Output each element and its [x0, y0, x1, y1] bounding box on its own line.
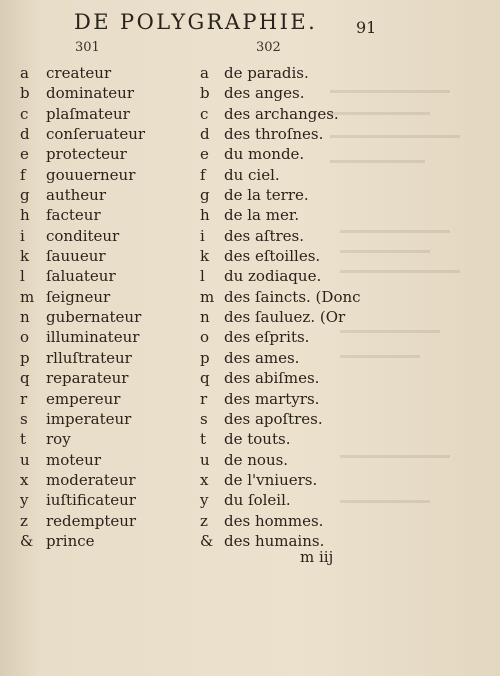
table-row: [0, 165, 500, 185]
row-letter-right: z: [200, 511, 208, 530]
row-letter-left: p: [20, 348, 30, 367]
running-head: DE POLYGRAPHIE.: [74, 10, 318, 34]
row-letter-left: f: [20, 165, 26, 184]
row-letter-right: g: [200, 186, 210, 205]
row-letter-right: &: [200, 531, 214, 550]
row-word-left: conditeur: [46, 226, 120, 245]
row-letter-left: i: [20, 226, 25, 245]
row-word-right: des abiſmes.: [224, 369, 320, 388]
table-row: [0, 83, 500, 103]
row-word-left: gouuerneur: [46, 165, 136, 184]
row-word-left: ſeigneur: [46, 287, 111, 306]
row-letter-left: g: [20, 186, 30, 205]
row-letter-right: h: [200, 206, 210, 225]
row-word-right: des ſaincts. (Donc: [224, 287, 361, 306]
row-letter-left: z: [20, 511, 28, 530]
row-letter-left: c: [20, 104, 29, 123]
row-word-left: plaſmateur: [46, 104, 130, 123]
row-word-right: des archanges.: [224, 104, 339, 123]
row-word-right: de la terre.: [224, 186, 309, 205]
row-word-right: des martyrs.: [224, 389, 320, 408]
row-letter-right: s: [200, 409, 208, 428]
row-word-left: imperateur: [46, 409, 132, 428]
table-row: [0, 124, 500, 144]
row-word-left: illuminateur: [46, 328, 140, 347]
row-letter-left: y: [20, 491, 29, 510]
row-word-left: empereur: [46, 389, 121, 408]
row-letter-right: i: [200, 226, 205, 245]
table-row: [0, 205, 500, 225]
row-letter-right: m: [200, 287, 215, 306]
row-word-left: rlluſtrateur: [46, 348, 132, 367]
table-row: [0, 266, 500, 286]
row-word-right: de la mer.: [224, 206, 300, 225]
row-letter-left: x: [20, 470, 29, 489]
row-letter-right: t: [200, 430, 207, 449]
row-letter-left: h: [20, 206, 30, 225]
table-row: [0, 429, 500, 449]
row-letter-left: k: [20, 247, 30, 266]
row-word-right: du monde.: [224, 145, 305, 164]
row-word-left: autheur: [46, 186, 106, 205]
row-word-right: de nous.: [224, 450, 289, 469]
table-row: [0, 246, 500, 266]
column-number-left: 301: [75, 40, 100, 55]
page-number: 91: [356, 18, 377, 37]
table-row: [0, 409, 500, 429]
row-letter-left: e: [20, 145, 29, 164]
row-letter-right: q: [200, 369, 210, 388]
table-row: [0, 368, 500, 388]
table-row: [0, 63, 500, 83]
table-row: [0, 327, 500, 347]
row-word-left: iuſtificateur: [46, 491, 136, 510]
row-word-right: des anges.: [224, 84, 305, 103]
row-letter-left: u: [20, 450, 30, 469]
table-row: [0, 511, 500, 531]
table-row: [0, 531, 500, 551]
row-word-right: du ſoleil.: [224, 491, 291, 510]
row-letter-left: a: [20, 64, 29, 82]
row-word-right: de paradis.: [224, 64, 309, 82]
row-word-right: des aſtres.: [224, 226, 304, 245]
row-letter-right: n: [200, 308, 210, 327]
row-letter-right: a: [200, 64, 209, 82]
row-letter-right: c: [200, 104, 209, 123]
table-row: [0, 104, 500, 124]
row-word-left: gubernateur: [46, 308, 142, 327]
row-word-right: des eſtoilles.: [224, 247, 321, 266]
row-word-left: ſaluateur: [46, 267, 116, 286]
row-letter-right: b: [200, 84, 210, 103]
row-letter-left: r: [20, 389, 28, 408]
row-word-left: prince: [46, 531, 95, 550]
row-letter-left: b: [20, 84, 30, 103]
row-word-left: reparateur: [46, 369, 129, 388]
row-letter-right: r: [200, 389, 208, 408]
row-letter-right: e: [200, 145, 209, 164]
row-word-right: des apoſtres.: [224, 409, 323, 428]
row-letter-right: x: [200, 470, 209, 489]
row-word-left: protecteur: [46, 145, 127, 164]
row-word-left: conſeruateur: [46, 125, 146, 144]
row-letter-left: &: [20, 531, 34, 550]
row-word-left: createur: [46, 64, 112, 82]
row-letter-right: p: [200, 348, 210, 367]
row-word-right: des eſprits.: [224, 328, 310, 347]
row-word-left: roy: [46, 430, 71, 449]
row-word-right: des ſauluez. (Or: [224, 308, 346, 327]
row-letter-left: l: [20, 267, 25, 286]
table-row: [0, 470, 500, 490]
row-word-right: de l'vniuers.: [224, 470, 318, 489]
signature-mark: m iij: [300, 548, 334, 566]
table-row: [0, 490, 500, 510]
row-letter-right: u: [200, 450, 210, 469]
table-row: [0, 185, 500, 205]
row-word-right: du ciel.: [224, 165, 280, 184]
row-word-left: dominateur: [46, 84, 134, 103]
table-row: [0, 144, 500, 164]
table-row: [0, 450, 500, 470]
table-row: [0, 389, 500, 409]
row-letter-left: o: [20, 328, 30, 347]
row-letter-right: f: [200, 165, 206, 184]
row-word-right: du zodiaque.: [224, 267, 322, 286]
row-letter-right: d: [200, 125, 210, 144]
row-letter-left: t: [20, 430, 27, 449]
table-row: [0, 348, 500, 368]
row-word-left: moderateur: [46, 470, 136, 489]
row-word-right: des humains.: [224, 531, 325, 550]
row-word-left: redempteur: [46, 511, 137, 530]
row-letter-left: s: [20, 409, 28, 428]
row-word-left: moteur: [46, 450, 101, 469]
table-row: [0, 287, 500, 307]
row-letter-right: k: [200, 247, 210, 266]
cipher-table: [0, 63, 500, 551]
row-word-right: des hommes.: [224, 511, 324, 530]
row-letter-right: l: [200, 267, 205, 286]
row-letter-left: d: [20, 125, 30, 144]
row-letter-right: o: [200, 328, 210, 347]
row-letter-left: n: [20, 308, 30, 327]
column-number-right: 302: [256, 40, 281, 55]
row-letter-right: y: [200, 491, 209, 510]
row-letter-left: q: [20, 369, 30, 388]
row-word-right: des throſnes.: [224, 125, 324, 144]
table-row: [0, 226, 500, 246]
row-word-left: ſauueur: [46, 247, 106, 266]
table-row: [0, 307, 500, 327]
row-word-right: de touts.: [224, 430, 291, 449]
row-word-left: facteur: [46, 206, 101, 225]
row-letter-left: m: [20, 287, 35, 306]
row-word-right: des ames.: [224, 348, 300, 367]
